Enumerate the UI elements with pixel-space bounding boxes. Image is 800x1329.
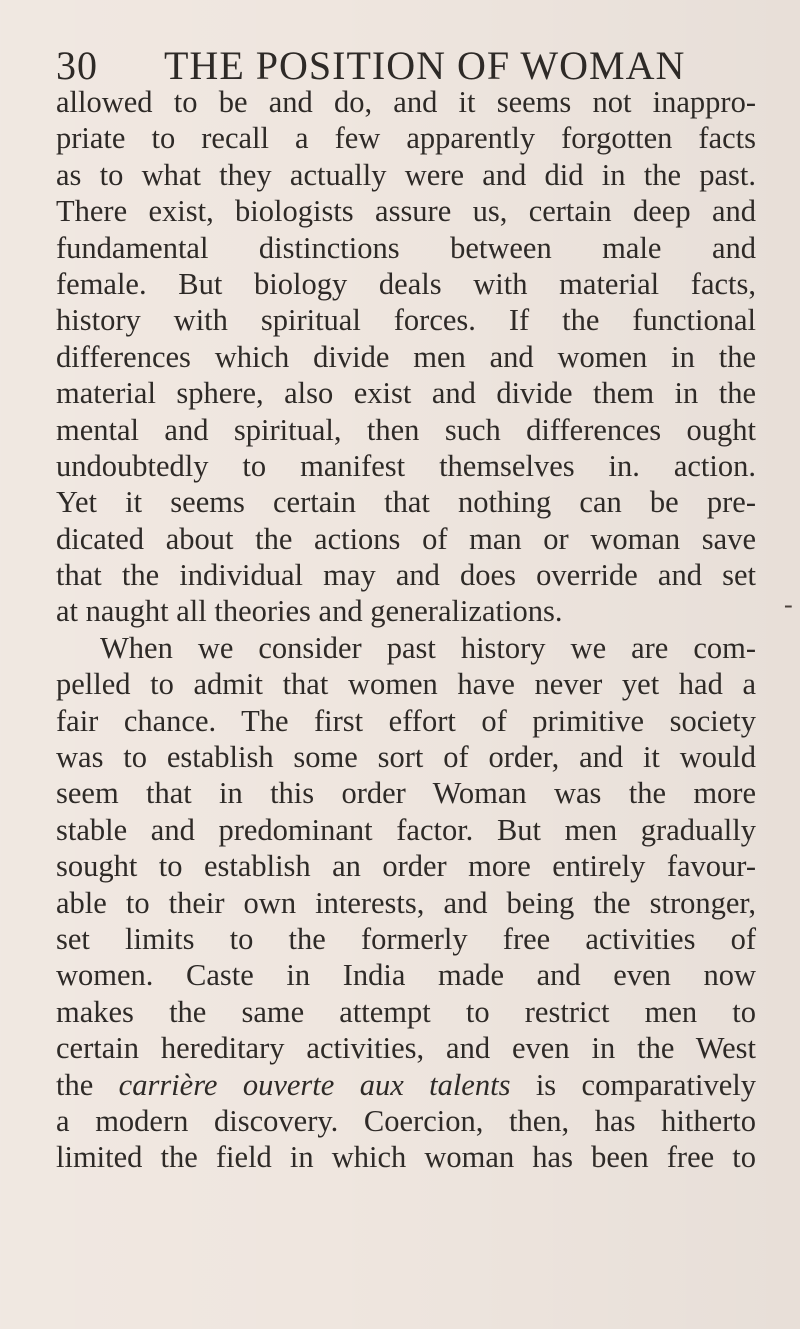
- text-line: pelled to admit that women have never yet had a: [56, 667, 756, 702]
- page-header: [56, 38, 756, 88]
- text-line: set limits to the formerly free activities of: [56, 921, 756, 956]
- text-line: material sphere, also exist and divide them in the: [56, 376, 756, 411]
- text-line: stable and predominant factor. But men gradually: [56, 812, 756, 847]
- text-line: undoubtedly to manifest themselves in. action.: [56, 448, 756, 483]
- text-line: women. Caste in India made and even now: [56, 958, 756, 993]
- text-line: certain hereditary activities, and even in the West: [56, 1031, 756, 1066]
- text-line: sought to establish an order more entirely favour-: [56, 849, 756, 884]
- text-line: female. But biology deals with material facts,: [56, 266, 756, 301]
- text-line: limited the field in which woman has been free to: [56, 1140, 756, 1175]
- text-line: at naught all theories and generalizations.: [56, 594, 563, 629]
- text-line: differences which divide men and women in the: [56, 339, 756, 374]
- margin-mark: -: [784, 590, 793, 619]
- text-line: fundamental distinctions between male and: [56, 230, 756, 265]
- text-line: priate to recall a few apparently forgotten facts: [56, 121, 756, 156]
- text-line: makes the same attempt to restrict men to: [56, 994, 756, 1029]
- text-line: allowed to be and do, and it seems not inappro-: [56, 85, 756, 119]
- text-line: was to establish some sort of order, and it would: [56, 740, 756, 775]
- text-line: seem that in this order Woman was the more: [56, 776, 756, 811]
- text-segment: the: [56, 1067, 119, 1102]
- text-line: Yet it seems certain that nothing can be pre-: [56, 485, 756, 520]
- text-line: that the individual may and does override and set: [56, 558, 756, 593]
- text-line: as to what they actually were and did in the past.: [56, 157, 756, 192]
- text-line: When we consider past history we are com-: [100, 630, 756, 665]
- page-number: 30: [56, 43, 98, 88]
- text-line: dicated about the actions of man or woman save: [56, 521, 756, 556]
- italic-phrase: carrière ouverte aux talents: [118, 1067, 511, 1102]
- text-line: able to their own interests, and being the stronger,: [56, 885, 756, 920]
- text-line: a modern discovery. Coercion, then, has hitherto: [56, 1103, 756, 1138]
- text-line: fair chance. The first effort of primitive society: [56, 703, 756, 738]
- body-text: [56, 84, 756, 1176]
- text-line: history with spiritual forces. If the functional: [56, 303, 756, 338]
- running-head: THE POSITION OF WOMAN: [164, 43, 686, 88]
- text-line: mental and spiritual, then such differences ought: [56, 412, 756, 447]
- text-line: There exist, biologists assure us, certain deep and: [56, 194, 756, 229]
- text-line: [56, 1067, 756, 1103]
- text-segment: is comparatively: [510, 1067, 757, 1102]
